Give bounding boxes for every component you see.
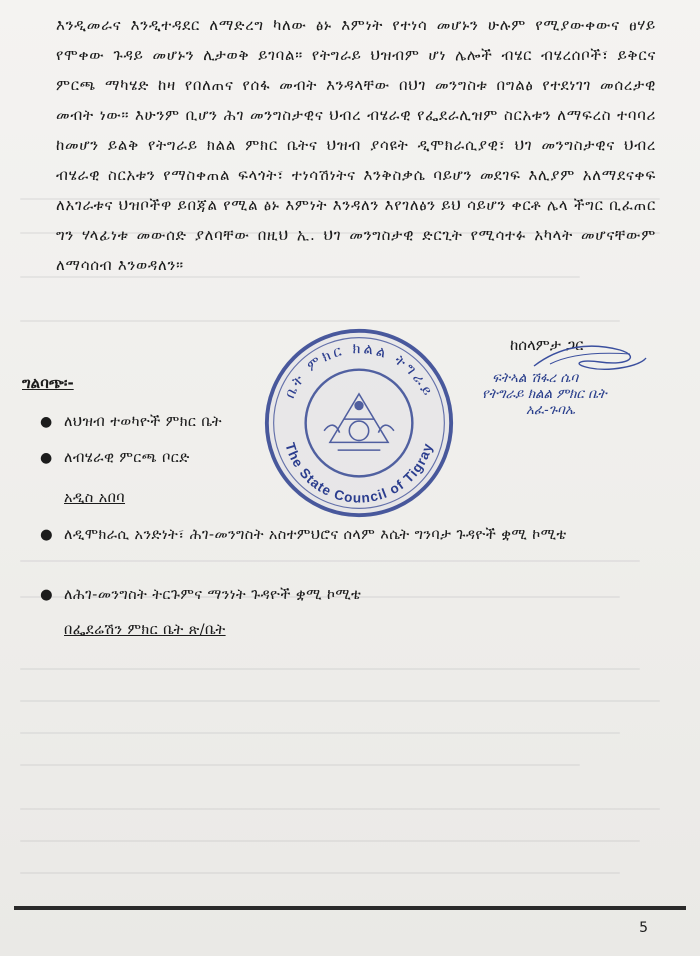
bleed-through-line xyxy=(20,732,620,734)
signatory-title: አፈ-ጉባኤ xyxy=(526,402,576,418)
seal-english-text: The State Council of Tigray xyxy=(282,440,436,506)
cc-list-item: ● ለብሄራዊ ምርጫ ቦርድ xyxy=(40,450,190,466)
copies-label: ግልባጭ፡- xyxy=(22,374,74,392)
footer-rule xyxy=(14,906,686,910)
bleed-through-line xyxy=(20,320,620,322)
bleed-through-line xyxy=(20,668,640,670)
state-council-seal xyxy=(262,326,456,520)
cc-list-item: ● ለዲሞክራሲ አንድነት፣ ሕገ-መንግስት አስተምህሮና ሰላም እሴት ግንባታ ጉዳዮች ቋሚ ኮሚቴ xyxy=(40,522,660,549)
bleed-through-line xyxy=(20,840,640,842)
cc-list-item: ● ለህዝብ ተወካዮች ምክር ቤት xyxy=(40,414,222,430)
bleed-through-line xyxy=(20,764,580,766)
seal-amharic-text: ቤት ምክር ክልል ትግራይ xyxy=(281,340,437,401)
body-paragraph: እንዲመራና እንዲተዳደር ለማድረግ ካለው ፅኑ እምነት የተነሳ መሆኑን ሁሉም የሚያውቀውና ፀሃይ የሞቀው ጉዳይ መሆኑን ሊታወቅ ይገባል። የትግራይ ህዝብም ሆነ ሌሎች ብሄር ብሄረሰቦች፣ ይቅርና ምርጫ ማካሄድ ከዛ የበለጠና የሰፋ መብት እንዳላቸው በህገ መንግስቱ በግልፅ የተደነገገ መሰረታዊ መብት ነው። እሁንም ቢሆን ሕገ መንግስታዊና ህብረ ብሄራዊ የፌደራሊዝም ስርአቱን ለማፍረስ ተባባሪ ከመሆን ይልቅ የትግራይ ክልል ምክር ቤትና ህዝብ ያሳዩት ዲሞክራሲያዊ፣ ህገ መንግስታዊና ህብረ ብሄራዊ ስርአቱን የማስቀጠል ፍላጎት፣ ተነሳሽነትና እንቅስቃሴ ባይሆን መደገፍ እሊያም አለማደናቀፍ ለአገራቱና ህዝቦችዋ ይበጃል የሚል ፅኑ እምነት እንዳለን እየገለፅን ይህ ሳይሆን ቀርቶ ሌላ ችግር ቢፈጠር ግን ሃላፊነቱ መውሰድ ያለባቸው በዚህ ኢ. ህገ መንግስታዊ ድርጊት የሚሳተፉ አካላት መሆናቸውም ለማሳሰብ እንወዳለን። xyxy=(56,16,656,274)
signature-block xyxy=(482,370,682,418)
bullet-icon: ● xyxy=(40,587,54,603)
bleed-through-line xyxy=(20,560,640,562)
cc-location: አዲስ አበባ xyxy=(64,490,126,506)
closing-salutation: ከሰላምታ ጋር xyxy=(510,336,584,354)
bleed-through-line xyxy=(20,700,660,702)
bullet-icon: ● xyxy=(40,414,53,430)
bleed-through-line xyxy=(20,808,660,810)
cc-location: በፌደሬሽን ምክር ቤት ጽ/ቤት xyxy=(64,622,226,638)
signatory-name: ፍትኣል ሽፋረ ሴባ xyxy=(492,370,579,386)
page-number: 5 xyxy=(639,920,648,936)
cc-list-item: ● ለሕገ-መንግስት ትርጉምና ማንነት ጉዳዮች ቋሚ ኮሚቴ xyxy=(40,582,660,609)
signatory-office: የትግራይ ክልል ምክር ቤት xyxy=(482,386,607,402)
bleed-through-line xyxy=(20,872,620,874)
bullet-icon: ● xyxy=(40,450,53,466)
bullet-icon: ● xyxy=(40,527,54,543)
